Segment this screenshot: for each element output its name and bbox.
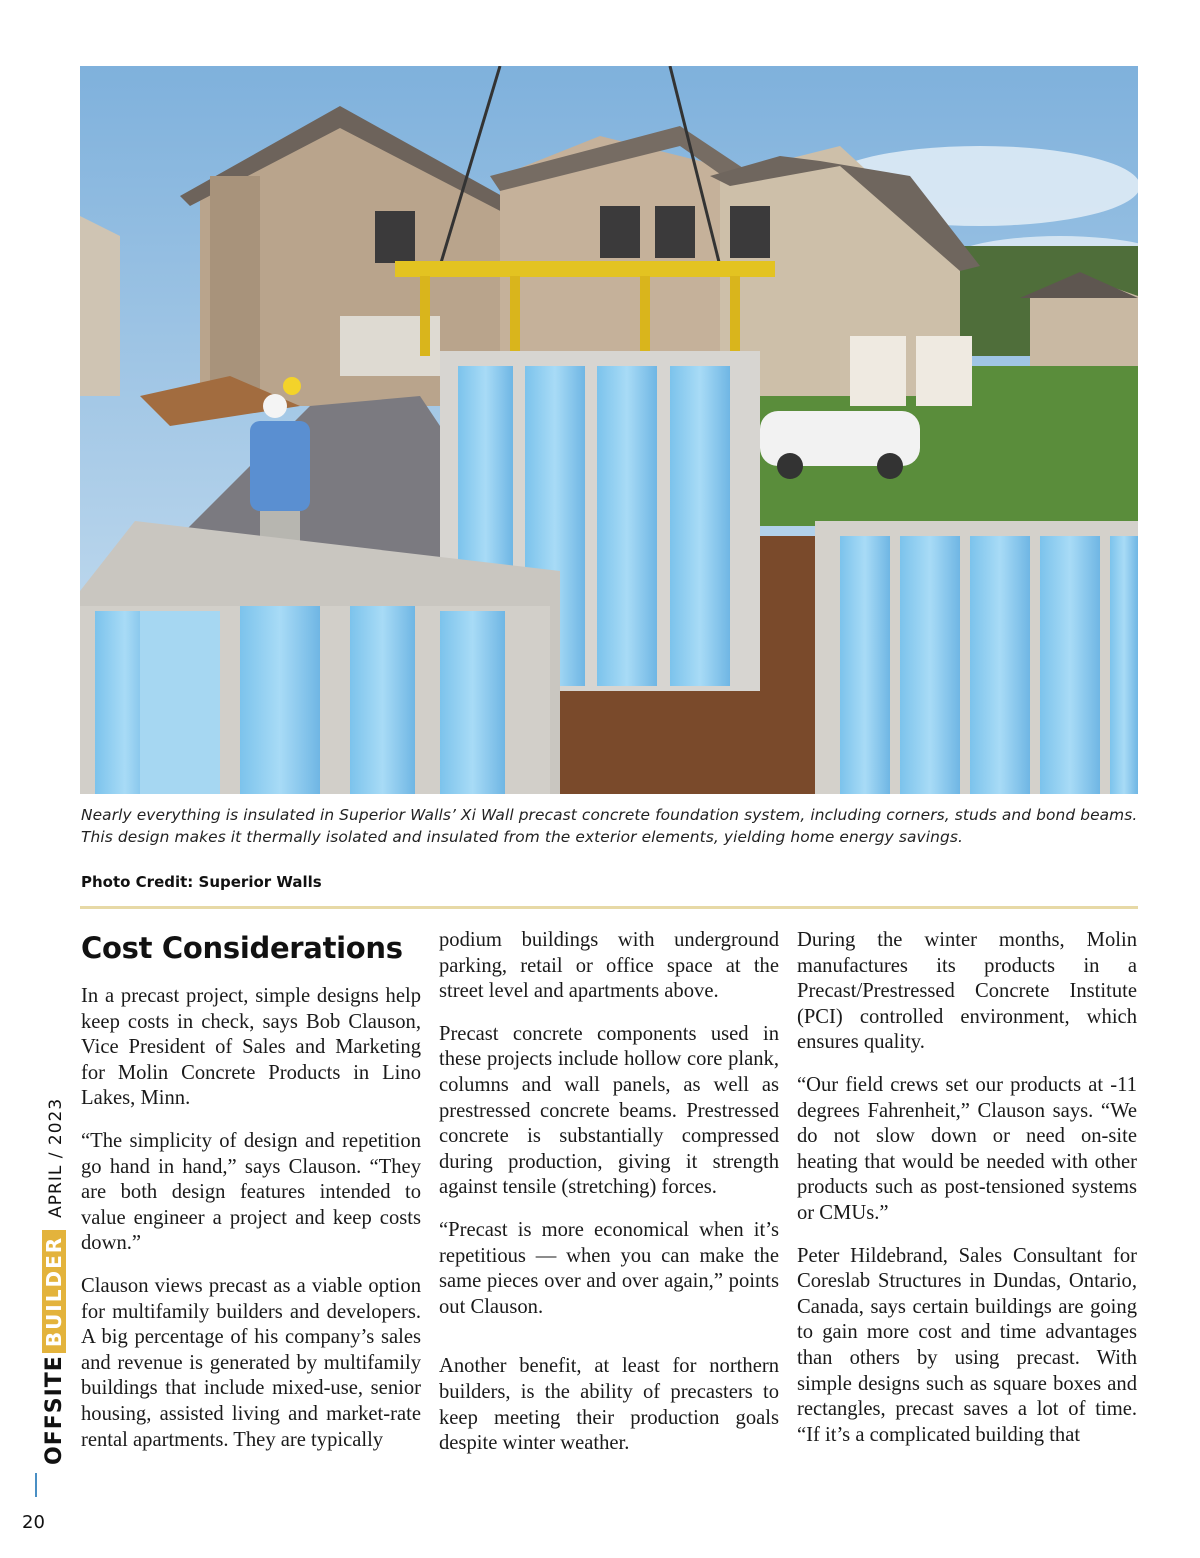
article-column-2 — [439, 928, 779, 1474]
paragraph: “The simplicity of design and repetition go hand in hand,” says Clauson. “They are both design features intended to value engineer a project and keep costs down.” — [81, 1129, 421, 1255]
page-number: 20 — [22, 1512, 45, 1533]
article-column-3 — [797, 928, 1137, 1465]
paragraph: “Precast is more economical when it’s repetitious — when you can make the same pieces over and over again,” points out Clauson. — [439, 1218, 779, 1318]
section-divider — [80, 906, 1138, 909]
spine-accent-bar — [35, 1473, 37, 1497]
brand-name-offsite: OFFSITE — [42, 1355, 67, 1465]
paragraph: Peter Hildebrand, Sales Consultant for Coreslab Structures in Dundas, Ontario, Canada, says certain buildings are going to gain more cost and time advantages than others by using precast. With simple designs such as square boxes and rectangles, precast saves a lot of time. “If it’s a complicated building that — [797, 1244, 1137, 1446]
spine-label — [42, 1098, 67, 1465]
paragraph: “Our field crews set our products at -11 degrees Fahrenheit,” Clauson says. “We do not slow down or need on-site heating that would be needed with other products such as post-tensioned systems or CMUs.” — [797, 1073, 1137, 1224]
issue-date: APRIL / 2023 — [46, 1097, 66, 1218]
page-spine — [0, 0, 67, 1558]
paragraph: In a precast project, simple designs help keep costs in check, says Bob Clauson, Vice President of Sales and Marketing for Molin Concrete Products in Lino Lakes, Minn. — [81, 985, 421, 1110]
paragraph: Precast concrete components used in these projects include hollow core plank, columns and wall panels, as well as prestressed concrete beams. Prestressed concrete is substantially compressed during production, giving it strength against tensile (stretching) forces. — [439, 1022, 779, 1199]
article-column-1 — [81, 928, 421, 1470]
brand-name-builder: BUILDER — [42, 1230, 66, 1353]
paragraph: Another benefit, at least for northern builders, is the ability of precasters to keep meeting their production goals despite winter weather. — [439, 1355, 779, 1455]
photo-credit: Photo Credit: Superior Walls — [81, 873, 322, 891]
photo-caption: Nearly everything is insulated in Superior Walls’ Xi Wall precast concrete foundation system, including corners, studs and bond beams. This design makes it thermally isolated and insulated from the exterior elements, yielding home energy savings. — [81, 806, 1138, 846]
section-heading: Cost Considerations — [81, 931, 403, 965]
paragraph: podium buildings with underground parking, retail or office space at the street level and apartments above. — [439, 929, 779, 1003]
paragraph: Clauson views precast as a viable option for multifamily builders and developers. A big percentage of his company’s sales and revenue is generated by multifamily buildings that include mixed-use, senior housing, assisted living and market-rate rental apartments. They are typically — [81, 1274, 421, 1451]
construction-photo — [80, 66, 1138, 794]
paragraph: During the winter months, Molin manufactures its products in a Precast/Prestressed Concrete Institute (PCI) controlled environment, which ensures quality. — [797, 929, 1137, 1054]
